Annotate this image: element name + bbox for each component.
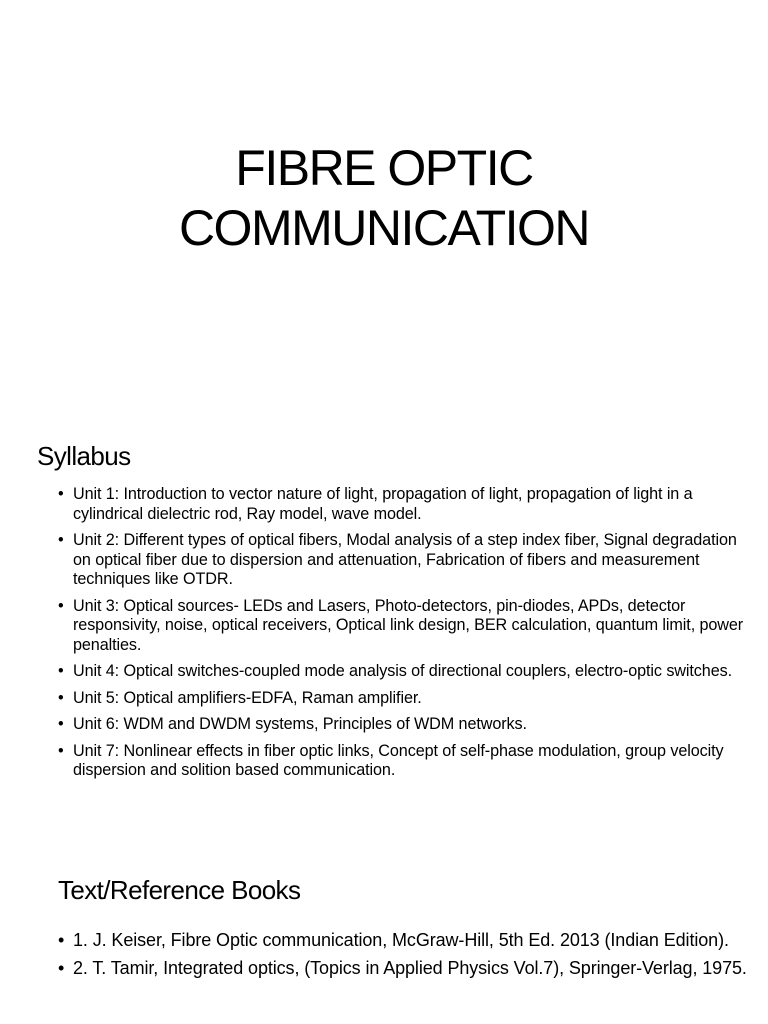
syllabus-list bbox=[58, 485, 748, 788]
list-item bbox=[58, 485, 748, 524]
syllabus-item-text: Unit 7: Nonlinear effects in fiber optic links, Concept of self-phase modulation, group velocity dispersion and solition based communication. bbox=[73, 741, 724, 779]
books-heading: Text/Reference Books bbox=[58, 875, 301, 905]
books-list bbox=[58, 929, 748, 985]
list-item bbox=[58, 597, 748, 656]
syllabus-heading: Syllabus bbox=[37, 441, 131, 471]
list-item bbox=[58, 662, 748, 682]
bullet-icon: • bbox=[58, 531, 64, 549]
page-title bbox=[0, 138, 768, 258]
bullet-icon: • bbox=[58, 485, 64, 503]
bullet-icon: • bbox=[58, 715, 64, 733]
syllabus-item-text: Unit 3: Optical sources- LEDs and Lasers, Photo-detectors, pin-diodes, APDs, detector responsivity, noise, optical receivers, Optical link design, BER calculation, quantum limit, power penalties. bbox=[73, 596, 744, 654]
syllabus-item-text: Unit 5: Optical amplifiers-EDFA, Raman amplifier. bbox=[73, 688, 422, 707]
syllabus-item-text: Unit 4: Optical switches-coupled mode analysis of directional couplers, electro-optic switches. bbox=[73, 662, 732, 680]
list-item bbox=[58, 531, 748, 590]
list-item bbox=[58, 742, 748, 781]
bullet-icon: • bbox=[58, 741, 64, 760]
syllabus-item-text: Unit 2: Different types of optical fibers, Modal analysis of a step index fiber, Signal degradation on optical fiber due to dispersion and attenuation, Fabrication of fibers and measurement techniques like OTDR. bbox=[73, 531, 737, 588]
bullet-icon: • bbox=[58, 930, 65, 950]
book-item-text: 2. T. Tamir, Integrated optics, (Topics in Applied Physics Vol.7), Springer-Verlag, 1975. bbox=[73, 958, 747, 978]
list-item bbox=[58, 957, 748, 979]
title-line-2: COMMUNICATION bbox=[178, 200, 590, 256]
list-item bbox=[58, 689, 748, 709]
book-item-text: 1. J. Keiser, Fibre Optic communication, McGraw-Hill, 5th Ed. 2013 (Indian Edition). bbox=[73, 930, 729, 950]
bullet-icon: • bbox=[58, 596, 64, 615]
syllabus-item-text: Unit 6: WDM and DWDM systems, Principles of WDM networks. bbox=[73, 715, 527, 733]
list-item bbox=[58, 715, 748, 735]
title-line-1: FIBRE OPTIC bbox=[235, 140, 533, 196]
bullet-icon: • bbox=[58, 688, 64, 707]
list-item bbox=[58, 929, 748, 951]
bullet-icon: • bbox=[58, 958, 65, 978]
bullet-icon: • bbox=[58, 662, 64, 680]
syllabus-item-text: Unit 1: Introduction to vector nature of light, propagation of light, propagation of light in a cylindrical dielectric rod, Ray model, wave model. bbox=[73, 485, 693, 523]
